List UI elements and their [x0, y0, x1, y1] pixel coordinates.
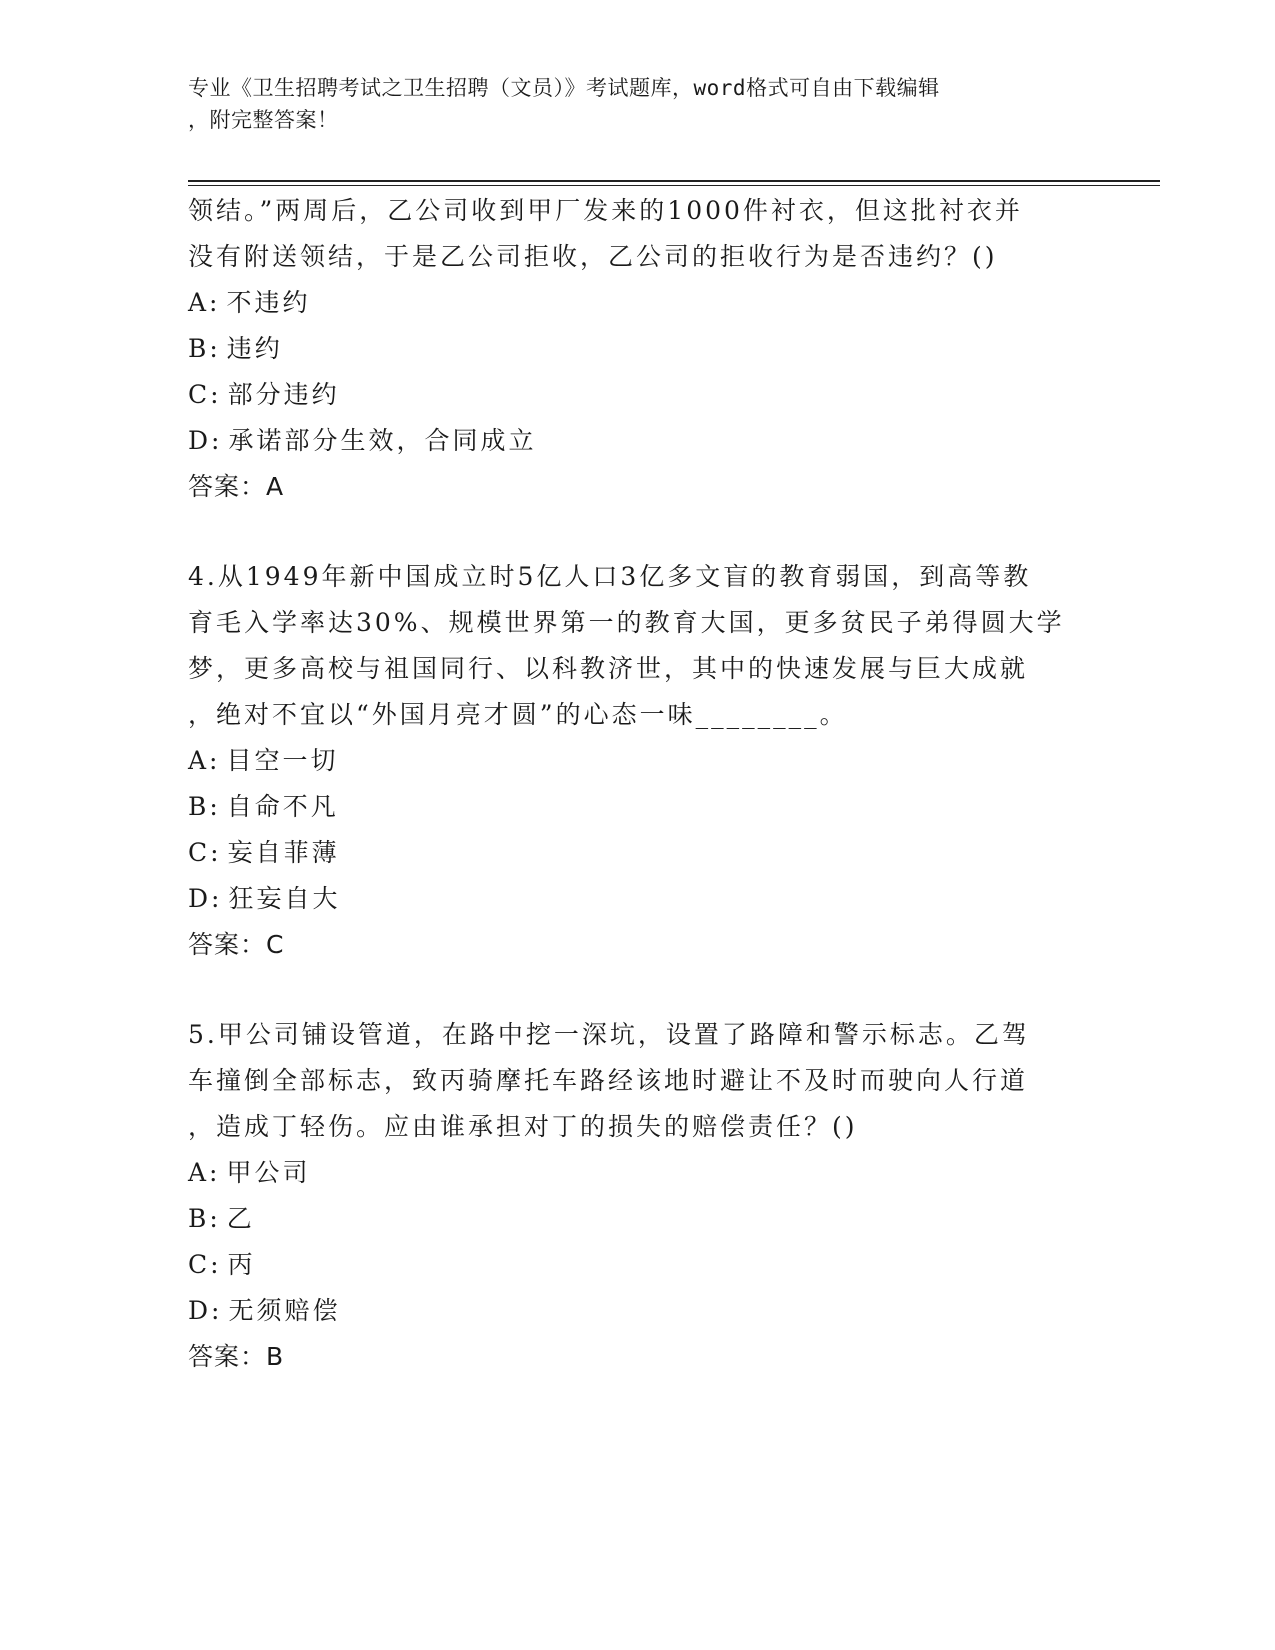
header-line-2: ，附完整答案！: [188, 108, 339, 132]
option-letter: A:: [188, 746, 221, 775]
option-text: 丙: [227, 1250, 256, 1279]
question-text-line: 领结。”两周后，乙公司收到甲厂发来的1000件衬衣，但这批衬衣并: [188, 196, 1023, 225]
option-a: [188, 1150, 1108, 1196]
question-text-line: ，造成丁轻伤。应由谁承担对丁的损失的赔偿责任？(): [188, 1112, 858, 1141]
option-text: 无须赔偿: [228, 1296, 341, 1325]
option-c: [188, 830, 1108, 876]
option-letter: A:: [188, 1158, 221, 1187]
header-divider-thin: [188, 185, 1160, 186]
document-header: [188, 72, 1088, 136]
answer-line: 答案：A: [188, 472, 285, 501]
option-text: 违约: [226, 334, 283, 363]
option-c: [188, 372, 1108, 418]
header-line-1: 专业《卫生招聘考试之卫生招聘（文员）》考试题库，word格式可自由下载编辑: [188, 76, 940, 100]
question-text-line: 育毛入学率达30%、规模世界第一的教育大国，更多贫民子弟得圆大学: [188, 608, 1065, 637]
option-letter: D:: [188, 1296, 223, 1325]
option-c: [188, 1242, 1108, 1288]
header-divider-thick: [188, 180, 1160, 182]
question-block: [188, 188, 1108, 510]
option-letter: A:: [188, 288, 221, 317]
spacer: [188, 968, 1108, 1012]
question-block: [188, 1012, 1108, 1380]
question-text-line: 4.从1949年新中国成立时5亿人口3亿多文盲的教育弱国，到高等教: [188, 562, 1032, 591]
spacer: [188, 510, 1108, 554]
option-text: 目空一切: [226, 746, 339, 775]
option-text: 狂妄自大: [228, 884, 341, 913]
option-text: 承诺部分生效，合同成立: [228, 426, 537, 455]
question-text-line: 车撞倒全部标志，致丙骑摩托车路经该地时避让不及时而驶向人行道: [188, 1066, 1029, 1095]
option-text: 乙: [226, 1204, 255, 1233]
question-text-line: ，绝对不宜以“外国月亮才圆”的心态一味________。: [188, 700, 848, 729]
question-block: [188, 554, 1108, 968]
option-letter: C:: [188, 838, 222, 867]
option-d: [188, 1288, 1108, 1334]
option-letter: B:: [188, 334, 221, 363]
option-a: [188, 280, 1108, 326]
question-text-line: 5.甲公司铺设管道，在路中挖一深坑，设置了路障和警示标志。乙驾: [188, 1020, 1030, 1049]
question-list: [188, 188, 1108, 1380]
option-d: [188, 418, 1108, 464]
option-text: 妄自菲薄: [227, 838, 340, 867]
option-letter: C:: [188, 1250, 222, 1279]
question-text-line: 没有附送领结，于是乙公司拒收，乙公司的拒收行为是否违约？(): [188, 242, 998, 271]
option-b: [188, 1196, 1108, 1242]
option-letter: D:: [188, 426, 223, 455]
option-letter: B:: [188, 1204, 221, 1233]
option-b: [188, 784, 1108, 830]
option-letter: C:: [188, 380, 222, 409]
option-text: 甲公司: [226, 1158, 311, 1187]
option-text: 自命不凡: [226, 792, 339, 821]
answer-line: 答案：B: [188, 1342, 285, 1371]
option-letter: D:: [188, 884, 223, 913]
option-b: [188, 326, 1108, 372]
question-text-line: 梦，更多高校与祖国同行、以科教济世，其中的快速发展与巨大成就: [188, 654, 1029, 683]
option-text: 不违约: [226, 288, 311, 317]
option-letter: B:: [188, 792, 221, 821]
option-a: [188, 738, 1108, 784]
answer-line: 答案：C: [188, 930, 285, 959]
option-text: 部分违约: [227, 380, 340, 409]
option-d: [188, 876, 1108, 922]
